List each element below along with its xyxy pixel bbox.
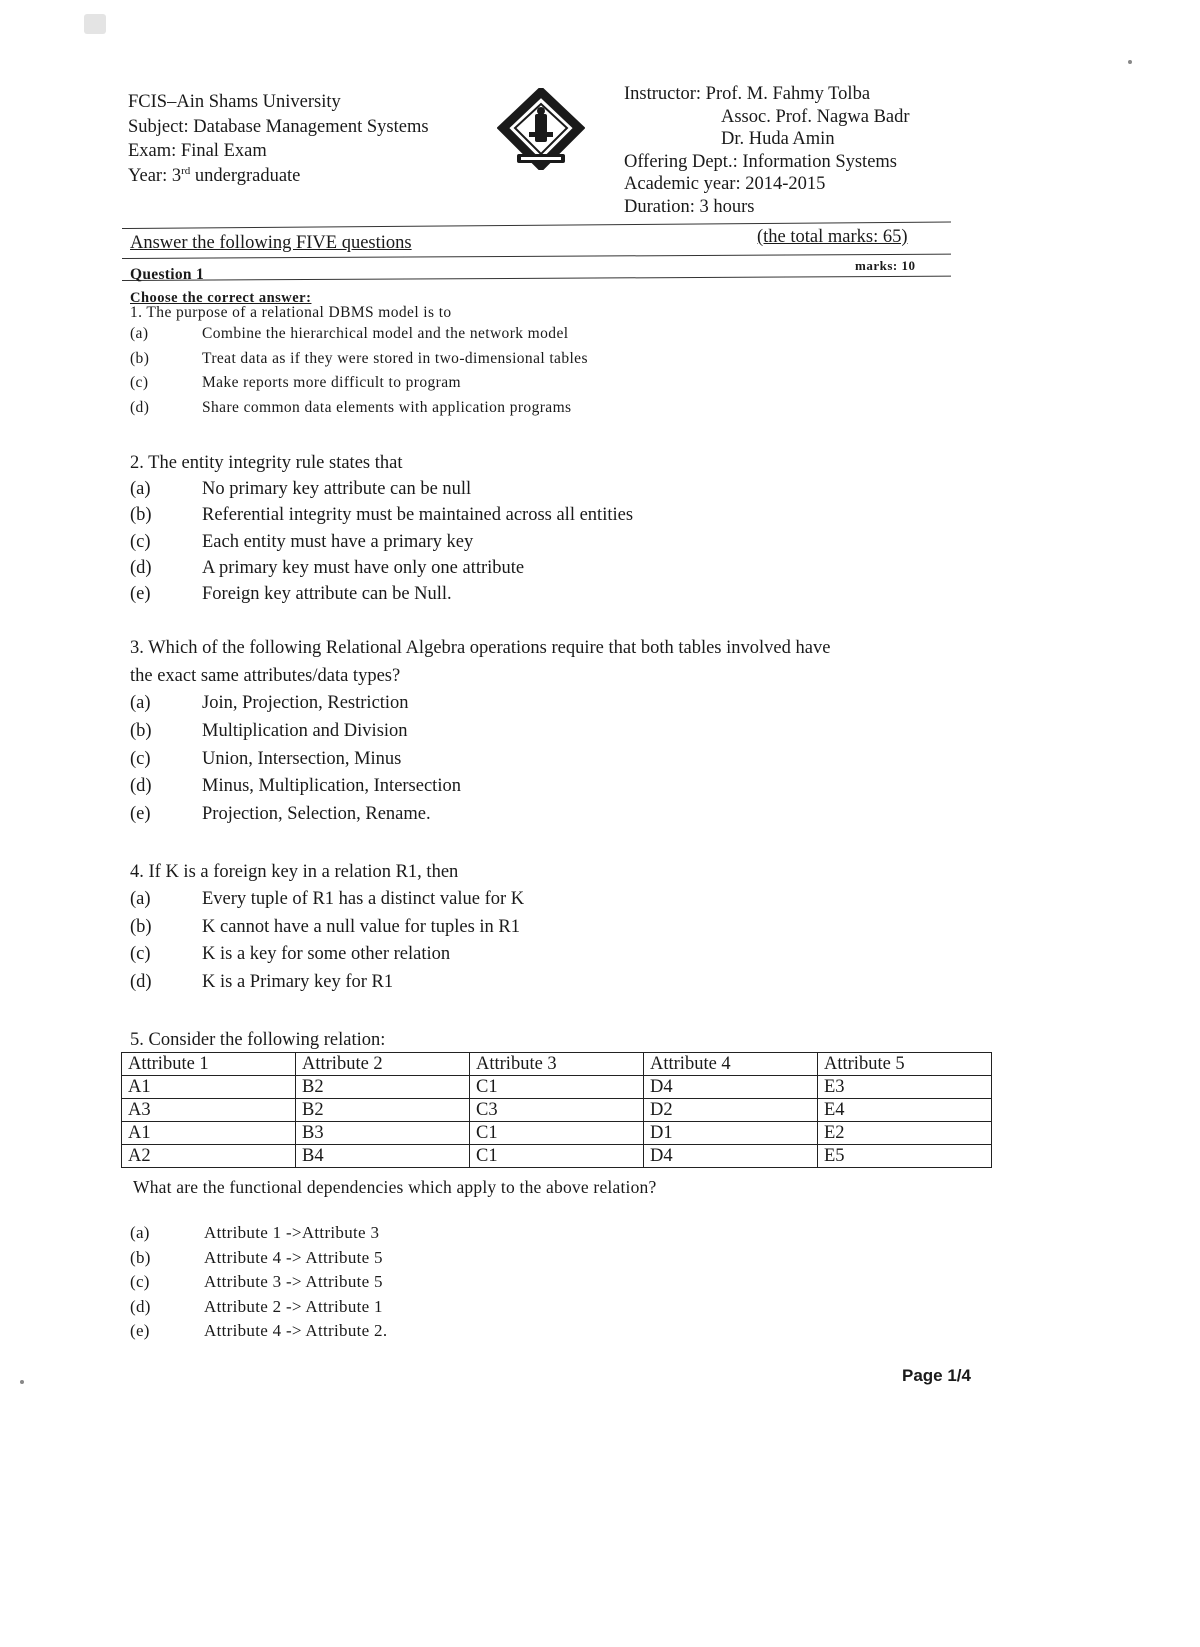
option-d: (d) K is a Primary key for R1: [130, 971, 394, 992]
page-number: Page 1/4: [902, 1366, 971, 1385]
table-cell: E4: [818, 1099, 992, 1122]
table-cell: E2: [818, 1122, 992, 1145]
table-cell: A2: [122, 1145, 296, 1168]
mcq-3: [130, 634, 830, 829]
option-b: (b) K cannot have a null value for tuples in R1: [130, 916, 521, 937]
table-row: [122, 1099, 992, 1122]
table-cell: B2: [296, 1076, 470, 1099]
question-rule: [122, 276, 951, 281]
table-row: [122, 1122, 992, 1145]
option-c: (c) K is a key for some other relation: [130, 944, 451, 964]
option-b: (b) Treat data as if they were stored in two-dimensional tables: [130, 349, 588, 367]
exam-line: Exam: Final Exam: [128, 141, 267, 161]
column-header: Attribute 1: [122, 1053, 296, 1076]
total-marks: (the total marks: 65): [757, 227, 908, 247]
university-name: FCIS–Ain Shams University: [128, 92, 341, 112]
table-cell: A1: [122, 1122, 296, 1145]
table-row: [122, 1145, 992, 1168]
option-d: (d) Share common data elements with application programs: [130, 398, 572, 416]
instructor-2: Assoc. Prof. Nagwa Badr: [721, 106, 910, 127]
question-text: 3. Which of the following Relational Algebra operations require that both tables involved have: [130, 638, 831, 658]
table-cell: C3: [470, 1099, 644, 1122]
relation-table: [121, 1052, 992, 1168]
subject-line: Subject: Database Management Systems: [128, 116, 429, 137]
duration-line: Duration: 3 hours: [624, 196, 755, 217]
mcq-2: [130, 450, 633, 607]
table-cell: C1: [470, 1076, 644, 1099]
table-cell: D4: [644, 1145, 818, 1168]
instructor-line: Instructor: Prof. M. Fahmy Tolba: [624, 84, 871, 104]
instructions-rule: [122, 254, 951, 259]
mcq-4: [130, 859, 524, 996]
table-cell: E3: [818, 1076, 992, 1099]
followup-question: What are the functional dependencies which apply to the above relation?: [133, 1177, 657, 1197]
option-c: (c) Attribute 3 -> Attribute 5: [130, 1272, 383, 1291]
column-header: Attribute 2: [296, 1053, 470, 1076]
question-text-cont: the exact same attributes/data types?: [130, 666, 401, 686]
option-a: (a) Attribute 1 ->Attribute 3: [130, 1223, 380, 1242]
column-header: Attribute 4: [644, 1053, 818, 1076]
table-cell: C1: [470, 1145, 644, 1168]
option-c: (c) Union, Intersection, Minus: [130, 748, 402, 769]
option-e: (e) Foreign key attribute can be Null.: [130, 584, 452, 605]
option-b: (b) Multiplication and Division: [130, 720, 408, 741]
table-header-row: [122, 1053, 992, 1076]
scan-speck: [1128, 60, 1132, 64]
mcq-5-options: [130, 1221, 387, 1344]
question-directive: Choose the correct answer:: [130, 290, 312, 306]
option-d: (d) Minus, Multiplication, Intersection: [130, 776, 461, 797]
table-cell: D1: [644, 1122, 818, 1145]
mcq-1: [130, 303, 588, 420]
header-left: [128, 90, 429, 188]
column-header: Attribute 3: [470, 1053, 644, 1076]
option-c: (c) Make reports more difficult to program: [130, 374, 461, 391]
question-text: 2. The entity integrity rule states that: [130, 453, 403, 473]
option-e: (e) Projection, Selection, Rename.: [130, 804, 431, 825]
instructor-3: Dr. Huda Amin: [721, 129, 835, 149]
table-cell: B2: [296, 1099, 470, 1122]
department-line: Offering Dept.: Information Systems: [624, 151, 898, 172]
option-a: (a) Every tuple of R1 has a distinct value for K: [130, 889, 525, 909]
question-1-marks: marks: 10: [855, 258, 916, 273]
table-cell: D4: [644, 1076, 818, 1099]
university-logo-icon: [497, 88, 585, 170]
table-cell: B3: [296, 1122, 470, 1145]
option-b: (b) Referential integrity must be maintained across all entities: [130, 505, 634, 526]
header-right: [624, 83, 910, 218]
table-cell: B4: [296, 1145, 470, 1168]
option-d: (d) Attribute 2 -> Attribute 1: [130, 1296, 383, 1316]
table-row: [122, 1076, 992, 1099]
question-text: 5. Consider the following relation:: [130, 1030, 386, 1050]
table-cell: C1: [470, 1122, 644, 1145]
option-c: (c) Each entity must have a primary key: [130, 531, 474, 552]
table-cell: D2: [644, 1099, 818, 1122]
column-header: Attribute 5: [818, 1053, 992, 1076]
question-text: 1. The purpose of a relational DBMS model is to: [130, 304, 452, 321]
option-b: (b) Attribute 4 -> Attribute 5: [130, 1247, 383, 1267]
question-text: 4. If K is a foreign key in a relation R1, then: [130, 862, 459, 882]
mcq-5: [130, 1026, 385, 1054]
table-cell: E5: [818, 1145, 992, 1168]
instructions: Answer the following FIVE questions: [130, 233, 412, 253]
year-line: Year: 3rd undergraduate: [128, 164, 301, 186]
option-a: (a) Join, Projection, Restriction: [130, 693, 409, 713]
table-cell: A1: [122, 1076, 296, 1099]
scan-speck: [20, 1380, 24, 1384]
option-a: (a) No primary key attribute can be null: [130, 479, 472, 499]
academic-year-line: Academic year: 2014-2015: [624, 174, 826, 194]
scan-smudge: [84, 14, 106, 34]
option-a: (a) Combine the hierarchical model and the network model: [130, 325, 569, 342]
table-cell: A3: [122, 1099, 296, 1122]
option-e: (e) Attribute 4 -> Attribute 2.: [130, 1321, 388, 1340]
option-d: (d) A primary key must have only one attribute: [130, 557, 525, 578]
question-1-title: Question 1: [130, 266, 205, 283]
